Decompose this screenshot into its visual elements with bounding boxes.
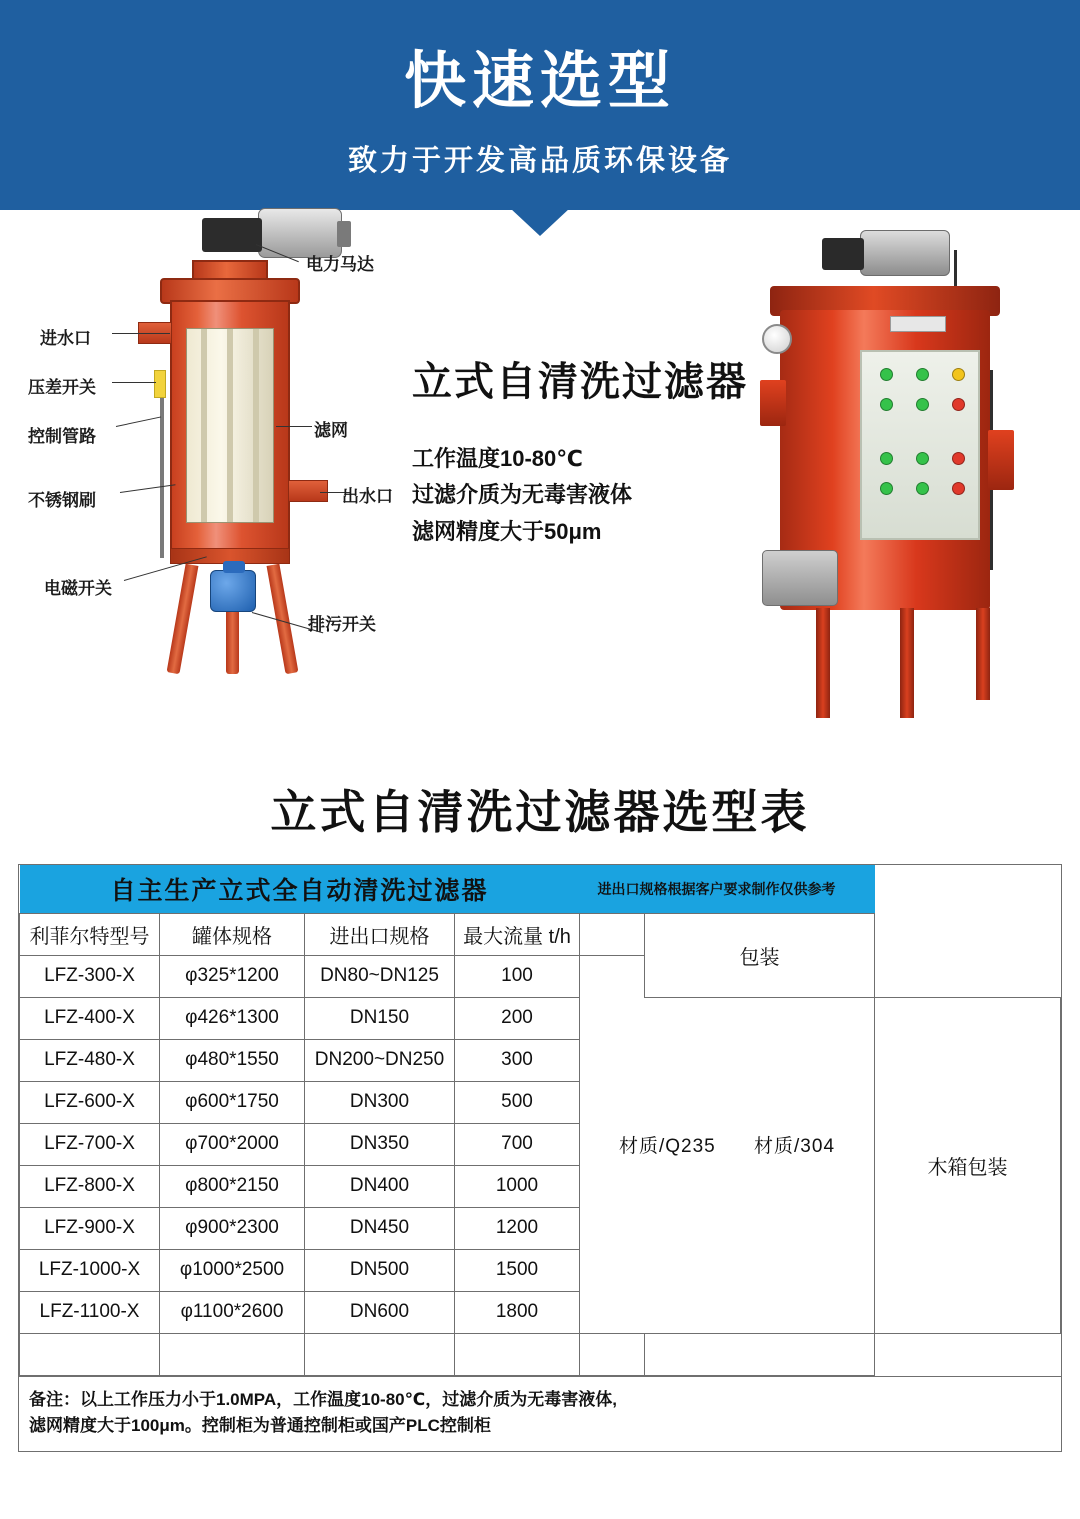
product-spec-item: 过滤介质为无毒害液体 — [412, 482, 633, 508]
cell-flow: 100 — [455, 955, 580, 997]
motor-block-graphic — [202, 218, 262, 252]
photo-leg-graphic — [900, 608, 914, 718]
cell-tank: φ600*1750 — [160, 1081, 305, 1123]
cell-tank: φ1100*2600 — [160, 1291, 305, 1333]
cell-tank: φ426*1300 — [160, 997, 305, 1039]
photo-outlet-flange-graphic — [988, 430, 1014, 490]
cell-port: DN200~DN250 — [305, 1039, 455, 1081]
cell-empty — [455, 1333, 580, 1375]
label-control-pipe: 控制管路 — [28, 427, 96, 446]
cell-port: DN350 — [305, 1123, 455, 1165]
column-header-tank: 罐体规格 — [160, 913, 305, 955]
cell-tank: φ1000*2500 — [160, 1249, 305, 1291]
cell-flow: 1800 — [455, 1291, 580, 1333]
product-spec-list — [412, 441, 772, 550]
cell-port: DN500 — [305, 1249, 455, 1291]
cell-port: DN600 — [305, 1291, 455, 1333]
table-heading: 立式自清洗过滤器选型表 — [270, 786, 810, 838]
product-text-block — [412, 350, 772, 550]
material-q235: 材质/Q235 — [618, 1135, 716, 1157]
cell-model: LFZ-400-X — [20, 997, 160, 1039]
table-remark — [19, 1376, 1061, 1452]
product-name: 立式自清洗过滤器 — [412, 360, 748, 404]
column-header-model: 利菲尔特型号 — [20, 913, 160, 955]
vessel-neck-graphic — [192, 260, 268, 280]
cell-tank: φ480*1550 — [160, 1039, 305, 1081]
leader-line — [112, 333, 170, 334]
nameplate-graphic — [890, 316, 946, 332]
cell-port: DN150 — [305, 997, 455, 1039]
table-band-note-cell — [580, 865, 875, 913]
cell-empty — [160, 1333, 305, 1375]
cell-material — [580, 955, 875, 1333]
cell-flow: 700 — [455, 1123, 580, 1165]
cell-model: LFZ-480-X — [20, 1039, 160, 1081]
cell-model: LFZ-900-X — [20, 1207, 160, 1249]
cell-flow: 300 — [455, 1039, 580, 1081]
cell-empty — [645, 1333, 875, 1375]
label-brush: 不锈钢刷 — [28, 491, 96, 510]
selection-table-wrapper — [18, 864, 1062, 1452]
cell-model: LFZ-1000-X — [20, 1249, 160, 1291]
table-band-title: 自主生产立式全自动清洗过滤器 — [110, 876, 489, 905]
photo-motor-graphic — [860, 230, 950, 276]
table-row — [20, 955, 1061, 997]
cell-port: DN450 — [305, 1207, 455, 1249]
photo-motor-block-graphic — [822, 238, 864, 270]
label-pressure-switch: 压差开关 — [28, 378, 96, 397]
page-title: 快速选型 — [403, 47, 676, 116]
cell-flow: 500 — [455, 1081, 580, 1123]
cell-port: DN80~DN125 — [305, 955, 455, 997]
leg-graphic — [167, 564, 199, 675]
filter-diagram-left — [20, 230, 430, 750]
cell-model: LFZ-600-X — [20, 1081, 160, 1123]
cell-model: LFZ-300-X — [20, 955, 160, 997]
cell-model: LFZ-800-X — [20, 1165, 160, 1207]
product-illustration-section — [0, 210, 1080, 770]
cell-empty — [20, 1333, 160, 1375]
table-band-title-cell — [20, 865, 580, 913]
table-header-row — [20, 913, 1061, 955]
column-header-flow: 最大流量 t/h — [455, 913, 580, 955]
leader-line — [120, 484, 176, 493]
material-304: 材质/304 — [754, 1135, 836, 1157]
page-header-banner — [0, 0, 1080, 210]
column-header-port: 进出口规格 — [305, 913, 455, 955]
outlet-port-graphic — [288, 480, 328, 502]
cell-tank: φ325*1200 — [160, 955, 305, 997]
cell-flow: 1000 — [455, 1165, 580, 1207]
table-band-note: 进出口规格根据客户要求制作仅供参考 — [597, 880, 836, 897]
filter-photo-right — [740, 220, 1060, 760]
pressure-switch-graphic — [154, 370, 166, 398]
cell-packaging: 木箱包装 — [875, 997, 1061, 1333]
remark-line-2: 滤网精度大于100μm。控制柜为普通控制柜或国产PLC控制柜 — [29, 1415, 491, 1435]
product-spec-item: 工作温度10-80℃ — [412, 446, 583, 471]
cell-model: LFZ-700-X — [20, 1123, 160, 1165]
table-row — [20, 997, 1061, 1039]
leader-line — [112, 382, 156, 383]
cell-port: DN400 — [305, 1165, 455, 1207]
column-header-packaging: 包装 — [645, 913, 875, 997]
remark-line-1: 备注：以上工作压力小于1.0MPA，工作温度10-80℃，过滤介质为无毒害液体, — [29, 1389, 617, 1409]
cell-flow: 1500 — [455, 1249, 580, 1291]
table-band-row — [20, 865, 1061, 913]
pressure-gauge-graphic — [762, 324, 792, 354]
label-motor: 电力马达 — [306, 255, 374, 274]
photo-inlet-flange-graphic — [760, 380, 786, 426]
photo-leg-graphic — [816, 608, 830, 718]
page-subtitle: 致力于开发高品质环保设备 — [347, 145, 732, 178]
label-solenoid: 电磁开关 — [44, 579, 112, 598]
cell-flow: 1200 — [455, 1207, 580, 1249]
label-screen: 滤网 — [314, 421, 348, 440]
cell-tank: φ800*2150 — [160, 1165, 305, 1207]
photo-leg-graphic — [976, 608, 990, 700]
cell-flow: 200 — [455, 997, 580, 1039]
drain-valve-graphic — [210, 570, 256, 612]
cell-port: DN300 — [305, 1081, 455, 1123]
control-panel-graphic — [860, 350, 980, 540]
photo-drain-valve-graphic — [762, 550, 838, 606]
cell-empty — [305, 1333, 455, 1375]
cell-tank: φ700*2000 — [160, 1123, 305, 1165]
cell-empty — [580, 1333, 645, 1375]
leg-graphic — [267, 564, 299, 675]
selection-table — [19, 865, 1061, 1376]
table-blank-row — [20, 1333, 1061, 1375]
column-header-spacer — [580, 913, 645, 955]
cell-model: LFZ-1100-X — [20, 1291, 160, 1333]
label-drain: 排污开关 — [308, 615, 376, 634]
filter-screen-graphic — [186, 328, 274, 523]
cell-tank: φ900*2300 — [160, 1207, 305, 1249]
control-pipe-graphic — [160, 398, 164, 558]
product-spec-item: 滤网精度大于50μm — [412, 518, 602, 544]
label-inlet: 进水口 — [40, 329, 91, 348]
label-outlet: 出水口 — [342, 487, 393, 506]
leader-line — [276, 426, 312, 427]
leader-line — [116, 416, 161, 427]
